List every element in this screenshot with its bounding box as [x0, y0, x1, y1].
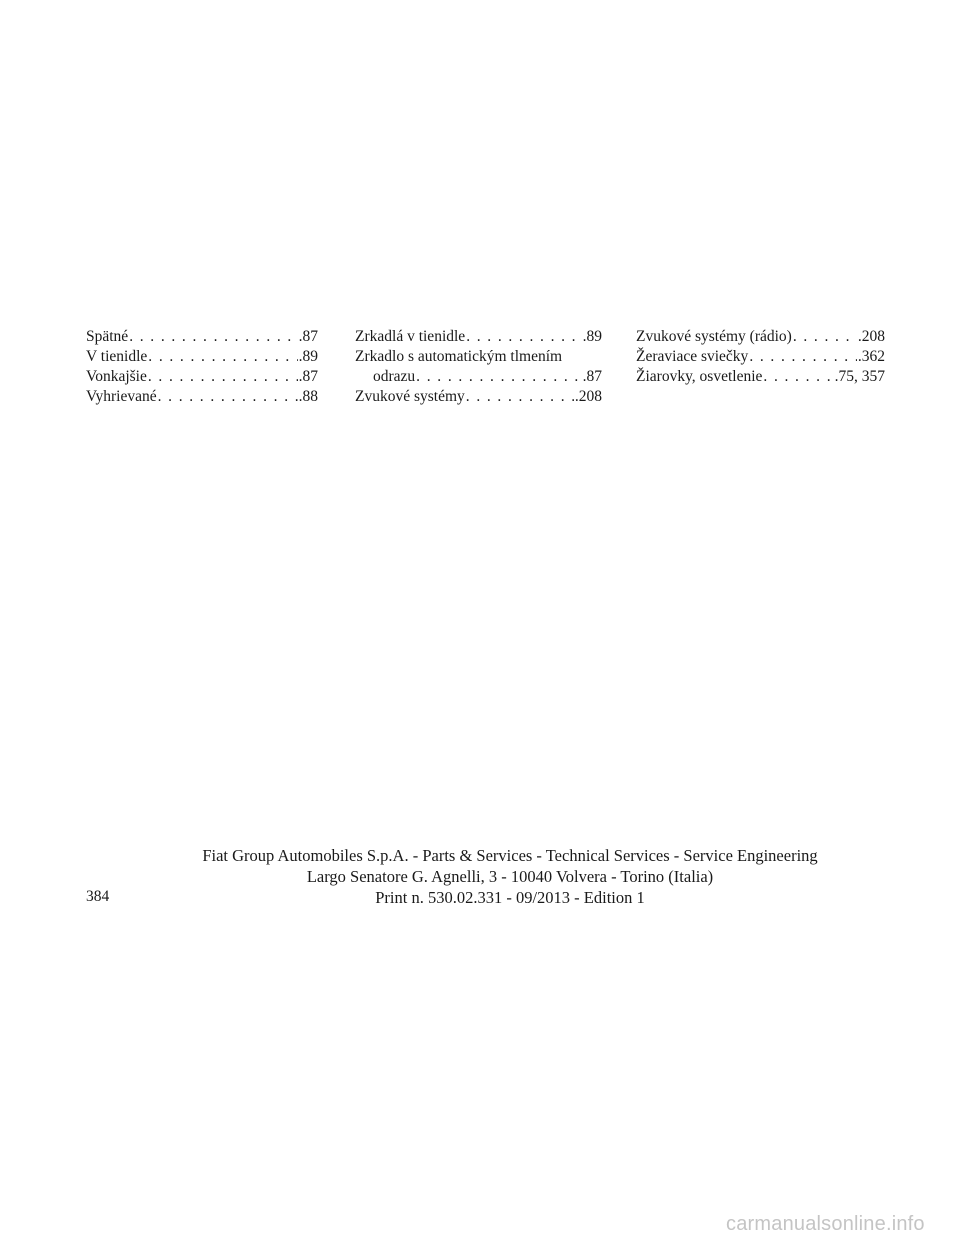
index-entry — [86, 347, 318, 367]
entry-label: Zvukové systémy — [355, 388, 465, 405]
entry-page: .87 — [298, 368, 318, 385]
entry-label: Zvukové systémy (rádio) — [636, 328, 792, 345]
index-entry-continuation — [355, 367, 602, 387]
page-number: 384 — [86, 888, 110, 905]
entry-label: Zrkadlo s automatickým tlmením — [355, 348, 563, 365]
index-column-2 — [355, 327, 602, 407]
leader-dots — [148, 347, 297, 367]
entry-page: .89 — [298, 348, 318, 365]
entry-page: .362 — [857, 348, 885, 365]
leader-dots — [466, 327, 581, 347]
entry-label: V tienidle — [86, 348, 148, 365]
leader-dots — [416, 367, 581, 387]
leader-dots — [763, 367, 833, 387]
footer-line-publisher: Fiat Group Automobiles S.p.A. - Parts & Services - Technical Services - Service Engineering — [202, 846, 818, 865]
entry-label-continuation: odrazu — [373, 368, 416, 385]
index-entry — [355, 327, 602, 347]
entry-label: Vonkajšie — [86, 368, 147, 385]
entry-page: .208 — [857, 328, 885, 345]
entry-page: .75, 357 — [834, 368, 885, 385]
publisher-footer — [150, 845, 870, 908]
index-entry — [86, 327, 318, 347]
leader-dots — [793, 327, 857, 347]
entry-page: .87 — [582, 368, 602, 385]
entry-page: .88 — [298, 388, 318, 405]
footer-line-address: Largo Senatore G. Agnelli, 3 - 10040 Volvera - Torino (Italia) — [306, 867, 714, 886]
footer-line-print: Print n. 530.02.331 - 09/2013 - Edition 1 — [375, 888, 645, 907]
index-entry — [86, 367, 318, 387]
entry-page: .208 — [574, 388, 602, 405]
leader-dots — [466, 387, 574, 407]
leader-dots — [749, 347, 857, 367]
entry-label: Spätné — [86, 328, 129, 345]
watermark: carmanualsonline.info — [726, 1213, 925, 1235]
index-column-3 — [636, 327, 885, 387]
leader-dots — [129, 327, 297, 347]
leader-dots — [158, 387, 298, 407]
entry-label: Vyhrievané — [86, 388, 157, 405]
index-entry — [636, 347, 885, 367]
index-entry — [355, 387, 602, 407]
entry-page: .89 — [582, 328, 602, 345]
entry-label: Žiarovky, osvetlenie — [636, 368, 763, 385]
index-column-1 — [86, 327, 318, 407]
index-entry — [636, 327, 885, 347]
entry-label: Zrkadlá v tienidle — [355, 328, 466, 345]
leader-dots — [148, 367, 298, 387]
entry-label: Žeraviace sviečky — [636, 348, 749, 365]
index-entry — [636, 367, 885, 387]
index-entry — [86, 387, 318, 407]
entry-page: .87 — [298, 328, 318, 345]
